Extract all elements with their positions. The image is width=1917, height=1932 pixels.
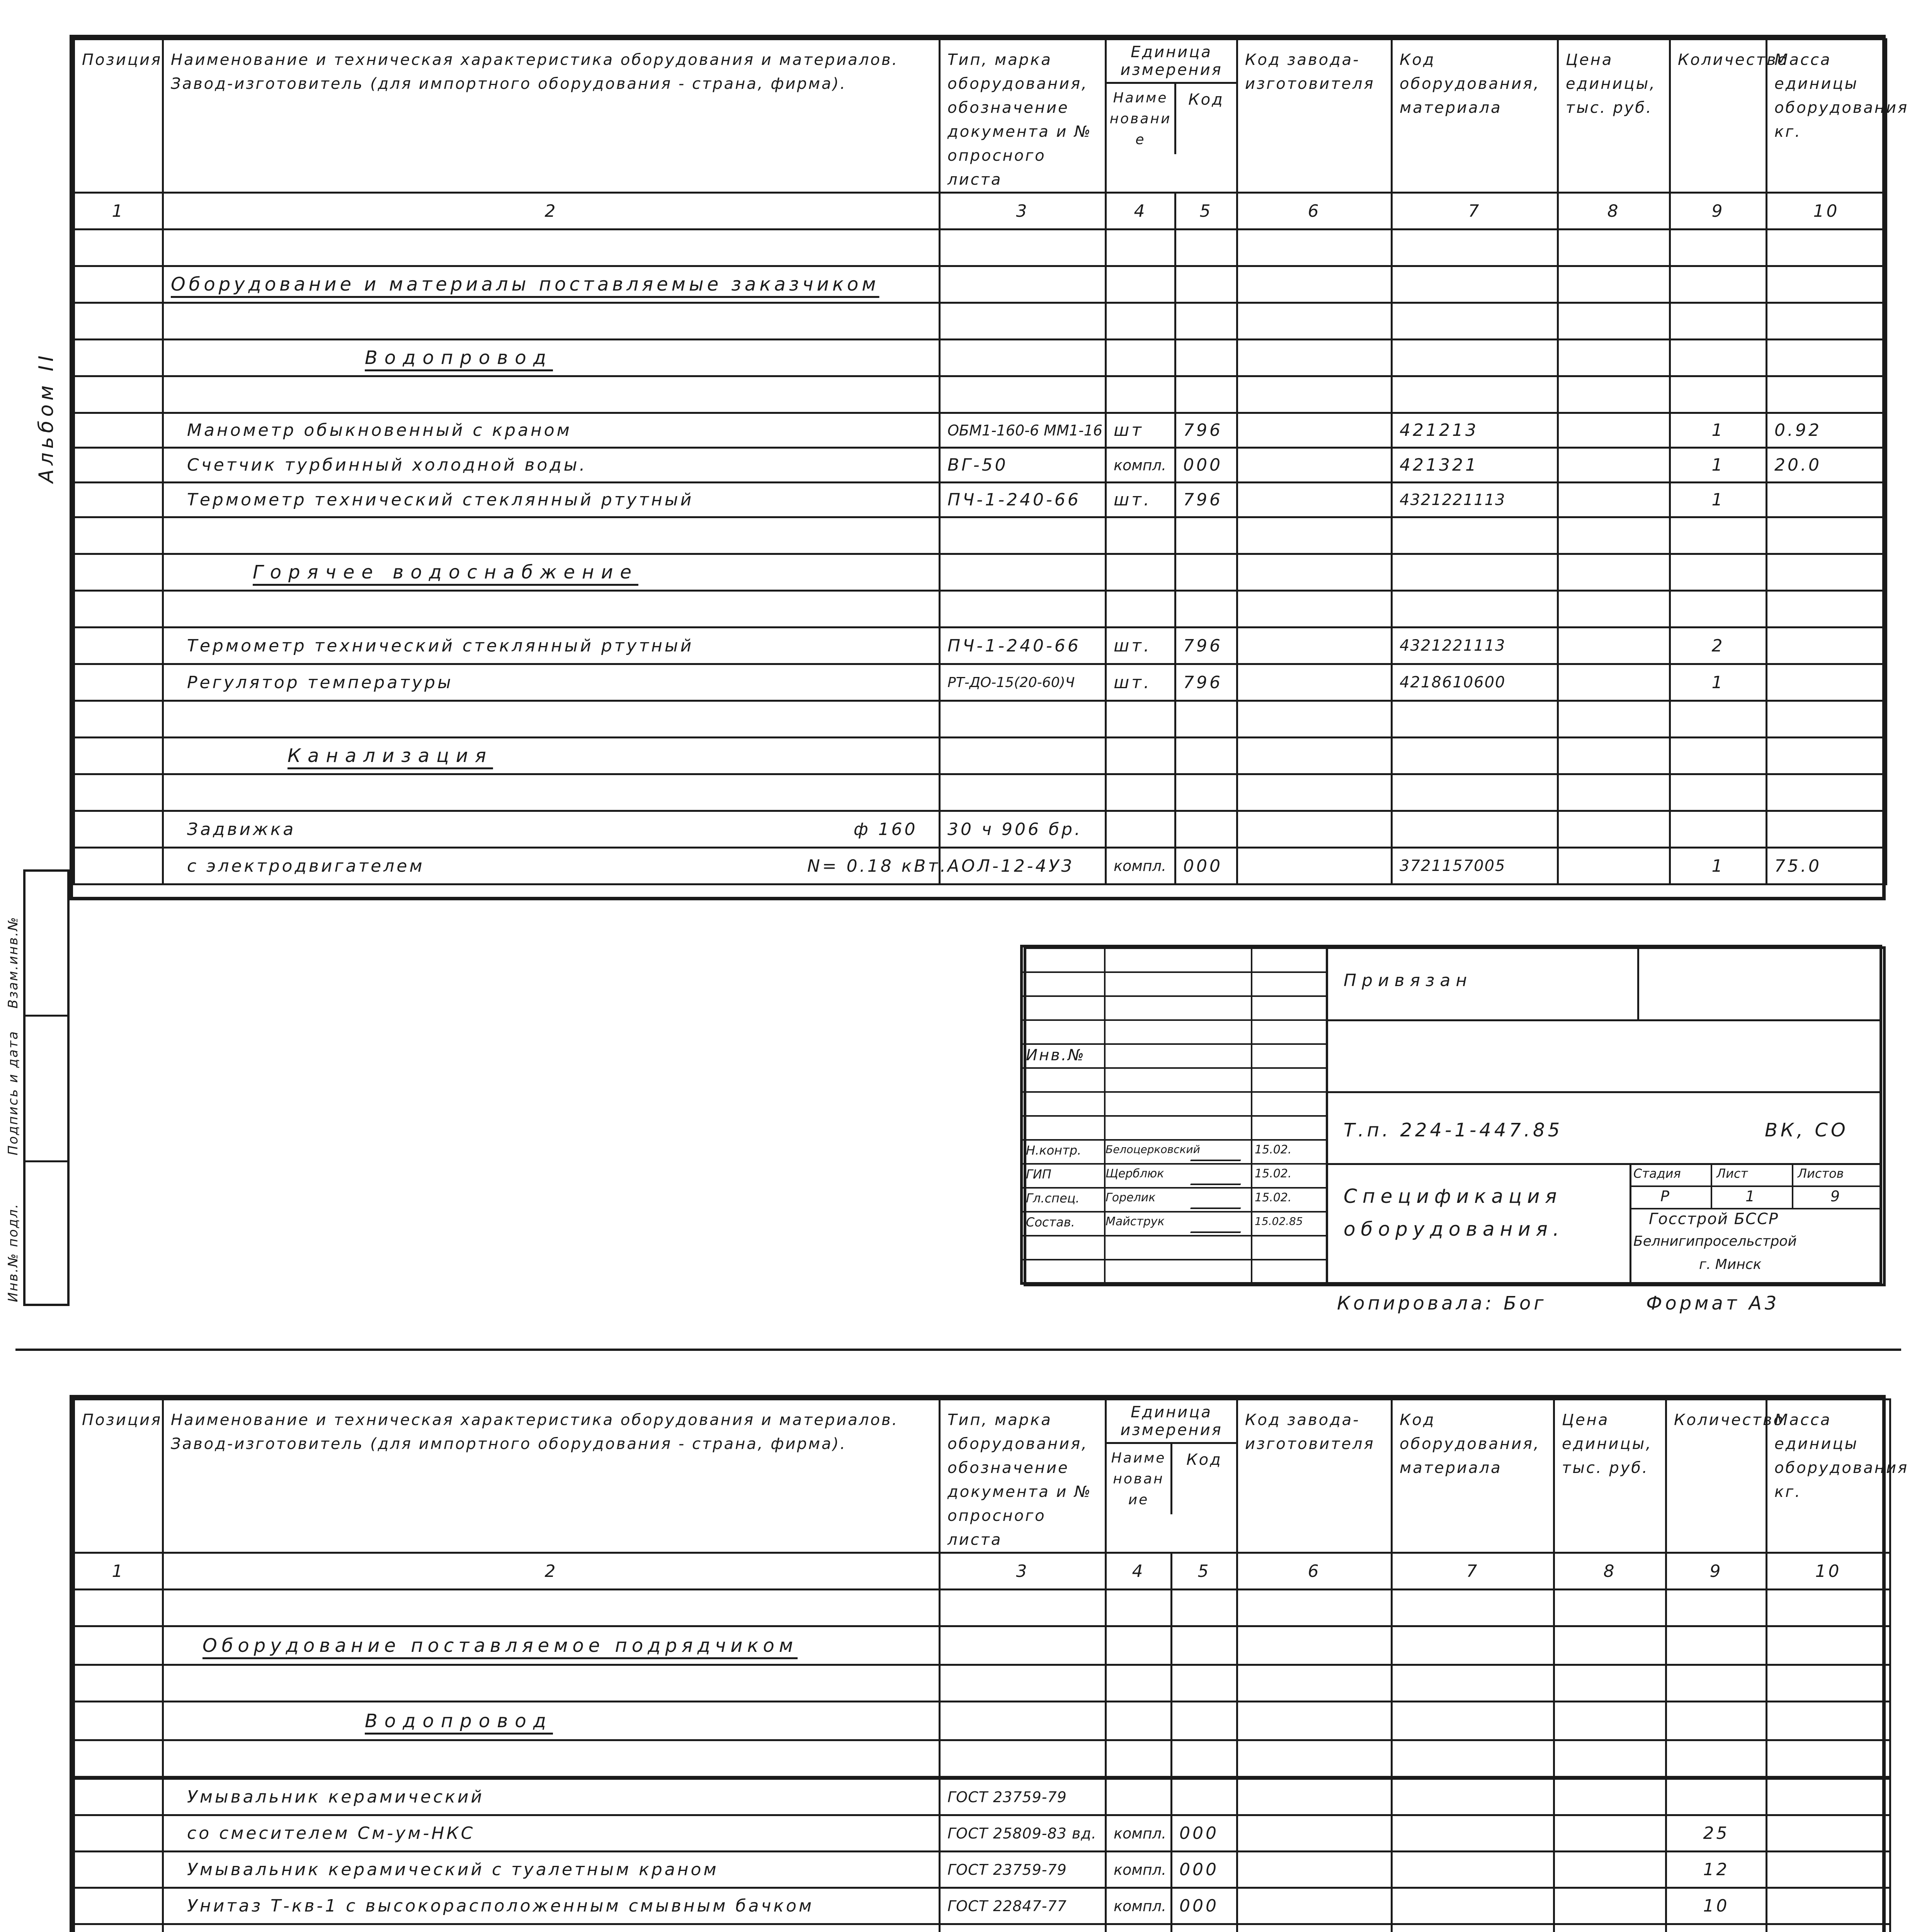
item-name-text: со смесителем См-ум-НКС (187, 1823, 475, 1843)
item-unit (1106, 1924, 1172, 1932)
item-mass (1767, 1888, 1890, 1924)
item-quantity: 10 (1666, 1888, 1767, 1924)
item-quantity: 25 (1666, 1815, 1767, 1852)
item-quantity: 2 (1670, 628, 1767, 664)
role-label: Н.контр. (1026, 1143, 1082, 1158)
item-mass (1767, 483, 1886, 517)
item-unit (1106, 1779, 1172, 1815)
subsection-row (74, 340, 1886, 376)
binding-label-replace: Взам.инв.№ (5, 916, 21, 1009)
binding-strip-1 (0, 869, 70, 1306)
header-unit-code: Код (1188, 91, 1224, 109)
col-number: 2 (163, 193, 940, 230)
page-divider (15, 1349, 1901, 1351)
item-type: ОБМ1-160-6 ММ1-16 (940, 413, 1106, 448)
role-label: Гл.спец. (1026, 1191, 1080, 1206)
col-number: 4 (1106, 1553, 1172, 1590)
header-quantity: Количество (1666, 1400, 1767, 1553)
item-quantity (1666, 1924, 1767, 1932)
item-mass: 0.92 (1767, 413, 1886, 448)
signature (1190, 1218, 1246, 1233)
specification-sheet-2 (70, 1395, 1909, 1932)
item-price (1554, 1924, 1666, 1932)
col-number: 3 (940, 1553, 1106, 1590)
item-type: ГОСТ 25809-83 вд. (940, 1815, 1106, 1852)
item-name-text: Умывальник керамический с туалетным краном (187, 1860, 719, 1879)
item-type: ГОСТ 23759-79 (940, 1852, 1106, 1888)
header-row (74, 39, 1886, 193)
item-name-text: с электродвигателем (187, 856, 425, 876)
title-block-sheet-1 (1020, 945, 1882, 1285)
col-number: 8 (1554, 1553, 1666, 1590)
header-name: Наименование и техническая характеристика оборудования и материалов. Завод-изготовитель (для импортного оборудования - страна, фирма). (163, 39, 940, 193)
spec-table-1 (73, 38, 1909, 885)
binding-label-signature: Подпись и дата (5, 1030, 21, 1155)
section-row (74, 266, 1886, 303)
item-quantity (1670, 811, 1767, 848)
binding-label-original: Инв.№ подл. (5, 1203, 21, 1302)
col-number: 10 (1767, 193, 1886, 230)
signature (1190, 1194, 1246, 1209)
item-factory-code (1237, 1888, 1392, 1924)
item-price (1554, 1779, 1666, 1815)
col-number: 7 (1392, 1553, 1554, 1590)
item-type: РТ-ДО-15(20-60)Ч (940, 664, 1106, 701)
header-unit-title: Единица измерения (1107, 40, 1236, 84)
subsection-title: Водопровод (163, 1702, 940, 1740)
item-code (1172, 1779, 1237, 1815)
header-unit-group (1106, 1400, 1237, 1553)
item-factory-code (1237, 1779, 1392, 1815)
item-factory-code (1237, 1852, 1392, 1888)
document-mark: ВК, СО (1765, 1119, 1849, 1141)
item-factory-code (1237, 1815, 1392, 1852)
col-number: 6 (1237, 1553, 1392, 1590)
role-date: 15.02. (1255, 1143, 1292, 1156)
table-row (74, 1852, 1890, 1888)
item-unit: компл. (1106, 1852, 1172, 1888)
table-row (74, 483, 1886, 517)
role-date: 15.02. (1255, 1191, 1292, 1204)
item-position (74, 1852, 163, 1888)
item-type: ПЧ-1-240-66 (940, 483, 1106, 517)
header-mass: Масса единицы оборудования кг. (1767, 39, 1886, 193)
role-label: ГИП (1026, 1167, 1051, 1182)
item-material-code: 4218610600 (1392, 664, 1558, 701)
format-label: Формат А3 (1646, 1293, 1780, 1314)
item-name: Манометр обыкновенный с краном (163, 413, 940, 448)
item-unit: шт. (1106, 664, 1175, 701)
column-numbers-row (74, 1553, 1890, 1590)
col-number: 5 (1175, 193, 1237, 230)
item-type (940, 1924, 1106, 1932)
item-position (74, 1888, 163, 1924)
item-quantity: 1 (1670, 664, 1767, 701)
item-quantity: 1 (1670, 483, 1767, 517)
header-type: Тип, марка оборудования, обозначение документа и № опросного листа (940, 39, 1106, 193)
item-mass (1767, 1852, 1890, 1888)
role-name: Горелик (1106, 1191, 1156, 1204)
item-type: ГОСТ 23759-79 (940, 1779, 1106, 1815)
section-title: Оборудование поставляемое подрядчиком (163, 1626, 940, 1665)
col-number: 9 (1670, 193, 1767, 230)
signature (1190, 1170, 1246, 1185)
item-code: 000 (1172, 1852, 1237, 1888)
item-name-text: Умывальник керамический (187, 1787, 484, 1807)
item-unit: шт. (1106, 483, 1175, 517)
item-material-code: 4321221113 (1392, 628, 1558, 664)
col-number: 1 (74, 193, 163, 230)
item-price (1554, 1815, 1666, 1852)
item-type: 30 ч 906 бр. (940, 811, 1106, 848)
document-number: Т.п. 224-1-447.85 (1344, 1119, 1563, 1141)
col-number: 1 (74, 1553, 163, 1590)
item-name (163, 1779, 940, 1815)
role-label: Состав. (1026, 1215, 1075, 1230)
header-unit-title: Единица измерения (1107, 1400, 1236, 1444)
item-type: ГОСТ 22847-77 (940, 1888, 1106, 1924)
item-code: 796 (1175, 413, 1237, 448)
table-row (74, 413, 1886, 448)
stage-value: Р (1660, 1188, 1669, 1205)
role-name: Щерблюк (1106, 1167, 1164, 1180)
org-line-1: Госстрой БССР (1649, 1210, 1779, 1228)
col-number: 10 (1767, 1553, 1890, 1590)
header-material-code: Код оборудования, материала (1392, 39, 1558, 193)
header-quantity: Количество (1670, 39, 1767, 193)
item-material-code (1392, 811, 1558, 848)
header-material-code: Код оборудования, материала (1392, 1400, 1554, 1553)
item-quantity: 1 (1670, 448, 1767, 483)
section-title: Оборудование и материалы поставляемые заказчиком (163, 266, 940, 303)
item-price (1554, 1888, 1666, 1924)
subsection-title: Горячее водоснабжение (163, 554, 940, 591)
item-unit: компл. (1106, 1815, 1172, 1852)
item-unit: шт (1106, 413, 1175, 448)
item-name: Термометр технический стеклянный ртутный (163, 628, 940, 664)
table-row (74, 664, 1886, 701)
item-quantity (1666, 1779, 1767, 1815)
table-row (74, 1888, 1890, 1924)
item-mass (1767, 1924, 1890, 1932)
spec-table-2 (73, 1398, 1909, 1778)
item-name-text: Унитаз Т-кв-1 с высокорасположенным смывным бачком (187, 1896, 814, 1916)
item-power: N= 0.18 кВт. (807, 856, 948, 876)
section-row (74, 1626, 1890, 1665)
sheets-value: 9 (1830, 1188, 1840, 1205)
item-code: 796 (1175, 483, 1237, 517)
item-material-code: 4321221113 (1392, 483, 1558, 517)
item-mass (1767, 1815, 1890, 1852)
item-code: 796 (1175, 628, 1237, 664)
header-factory-code: Код завода-изготовителя (1237, 1400, 1392, 1553)
item-material-code: 3721157005 (1392, 848, 1558, 884)
item-code: 000 (1172, 1888, 1237, 1924)
item-unit: компл. (1106, 848, 1175, 884)
table-row (74, 848, 1886, 884)
table-row (74, 1924, 1890, 1932)
item-type: ВГ-50 (940, 448, 1106, 483)
item-name (163, 1815, 940, 1852)
item-mass (1767, 811, 1886, 848)
inventory-label: Инв.№ (1026, 1046, 1085, 1064)
sheet-header: Лист (1716, 1166, 1748, 1181)
item-position (74, 1779, 163, 1815)
item-unit: шт. (1106, 628, 1175, 664)
col-number: 3 (940, 193, 1106, 230)
subsection-title: Водопровод (163, 340, 940, 376)
subsection-title: Канализация (163, 738, 940, 774)
table-row (74, 811, 1886, 848)
col-number: 8 (1558, 193, 1670, 230)
item-code: 000 (1175, 448, 1237, 483)
item-position (74, 1815, 163, 1852)
col-number: 4 (1106, 193, 1175, 230)
table-row (74, 1779, 1890, 1815)
item-name: Регулятор температуры (163, 664, 940, 701)
col-number: 5 (1172, 1553, 1237, 1590)
col-number: 7 (1392, 193, 1558, 230)
item-mass: 75.0 (1767, 848, 1886, 884)
header-price: Цена единицы, тыс. руб. (1558, 39, 1670, 193)
item-material-code (1392, 1815, 1554, 1852)
role-date: 15.02.85 (1255, 1215, 1303, 1228)
item-code: 000 (1172, 1815, 1237, 1852)
item-unit (1106, 811, 1175, 848)
header-factory-code: Код завода-изготовителя (1237, 39, 1392, 193)
item-mass (1767, 1779, 1890, 1815)
item-material-code: 421213 (1392, 413, 1558, 448)
item-quantity: 12 (1666, 1852, 1767, 1888)
item-material-code (1392, 1852, 1554, 1888)
item-quantity: 1 (1670, 848, 1767, 884)
item-type: ПЧ-1-240-66 (940, 628, 1106, 664)
item-unit: компл. (1106, 448, 1175, 483)
col-number: 6 (1237, 193, 1392, 230)
sheet-value: 1 (1745, 1188, 1755, 1205)
header-unit-group (1106, 39, 1237, 193)
stage-header: Стадия (1633, 1166, 1681, 1181)
table-row (74, 448, 1886, 483)
item-type: АОЛ-12-4У3 (940, 848, 1106, 884)
item-name: Термометр технический стеклянный ртутный (163, 483, 940, 517)
sheets-header: Листов (1798, 1166, 1844, 1181)
header-type: Тип, марка оборудования, обозначение документа и № опросного листа (940, 1400, 1106, 1553)
subsection-row (74, 554, 1886, 591)
item-code (1172, 1924, 1237, 1932)
header-row (74, 1400, 1890, 1553)
item-unit: компл. (1106, 1888, 1172, 1924)
table-row (74, 1815, 1890, 1852)
spec-title: Спецификация (1344, 1185, 1562, 1208)
item-name (163, 1852, 940, 1888)
header-position: Позиция (74, 1400, 163, 1553)
subsection-row (74, 1702, 1890, 1740)
copied-by: Копировала: Бог (1337, 1293, 1547, 1314)
item-material-code: 421321 (1392, 448, 1558, 483)
item-material-code (1392, 1779, 1554, 1815)
item-name-text: Задвижка (187, 819, 296, 839)
column-numbers-row (74, 193, 1886, 230)
item-material-code (1392, 1888, 1554, 1924)
col-number: 9 (1666, 1553, 1767, 1590)
header-mass: Масса единицы оборудования кг. (1767, 1400, 1890, 1553)
role-name: Белоцерковский (1106, 1143, 1200, 1156)
header-position: Позиция (74, 39, 163, 193)
table-row (74, 628, 1886, 664)
header-price: Цена единицы, тыс. руб. (1554, 1400, 1666, 1553)
col-number: 2 (163, 1553, 940, 1590)
header-unit-code: Код (1186, 1451, 1222, 1469)
item-name: Счетчик турбинный холодной воды. (163, 448, 940, 483)
item-mass (1767, 664, 1886, 701)
item-code: 000 (1175, 848, 1237, 884)
item-diameter: ф 160 (854, 819, 918, 839)
item-code: 796 (1175, 664, 1237, 701)
item-name (163, 811, 940, 848)
item-position (74, 1924, 163, 1932)
header-name: Наименование и техническая характеристика оборудования и материалов. Завод-изготовитель (для импортного оборудования - страна, фирма). (163, 1400, 940, 1553)
bound-label: Привязан (1344, 971, 1473, 990)
role-name: Майструк (1106, 1215, 1165, 1228)
role-date: 15.02. (1255, 1167, 1292, 1180)
item-code (1175, 811, 1237, 848)
item-quantity: 1 (1670, 413, 1767, 448)
org-line-3: г. Минск (1699, 1257, 1762, 1272)
subsection-row (74, 738, 1886, 774)
spec-table-2-rows (73, 1778, 1891, 1932)
item-name (163, 848, 948, 884)
item-price (1554, 1852, 1666, 1888)
item-name (163, 1924, 940, 1932)
item-mass: 20.0 (1767, 448, 1886, 483)
org-line-2: Белнигипросельстрой (1633, 1233, 1797, 1249)
spec-subtitle: оборудования. (1344, 1218, 1565, 1240)
item-name (163, 1888, 940, 1924)
item-factory-code (1237, 1924, 1392, 1932)
header-unit-name: Наименование (1107, 1444, 1172, 1514)
header-unit-name: Наименование (1107, 84, 1176, 154)
item-mass (1767, 628, 1886, 664)
album-label: Альбом II (35, 352, 58, 483)
signature (1190, 1146, 1246, 1161)
item-material-code (1392, 1924, 1554, 1932)
specification-sheet-1 (70, 35, 1909, 900)
